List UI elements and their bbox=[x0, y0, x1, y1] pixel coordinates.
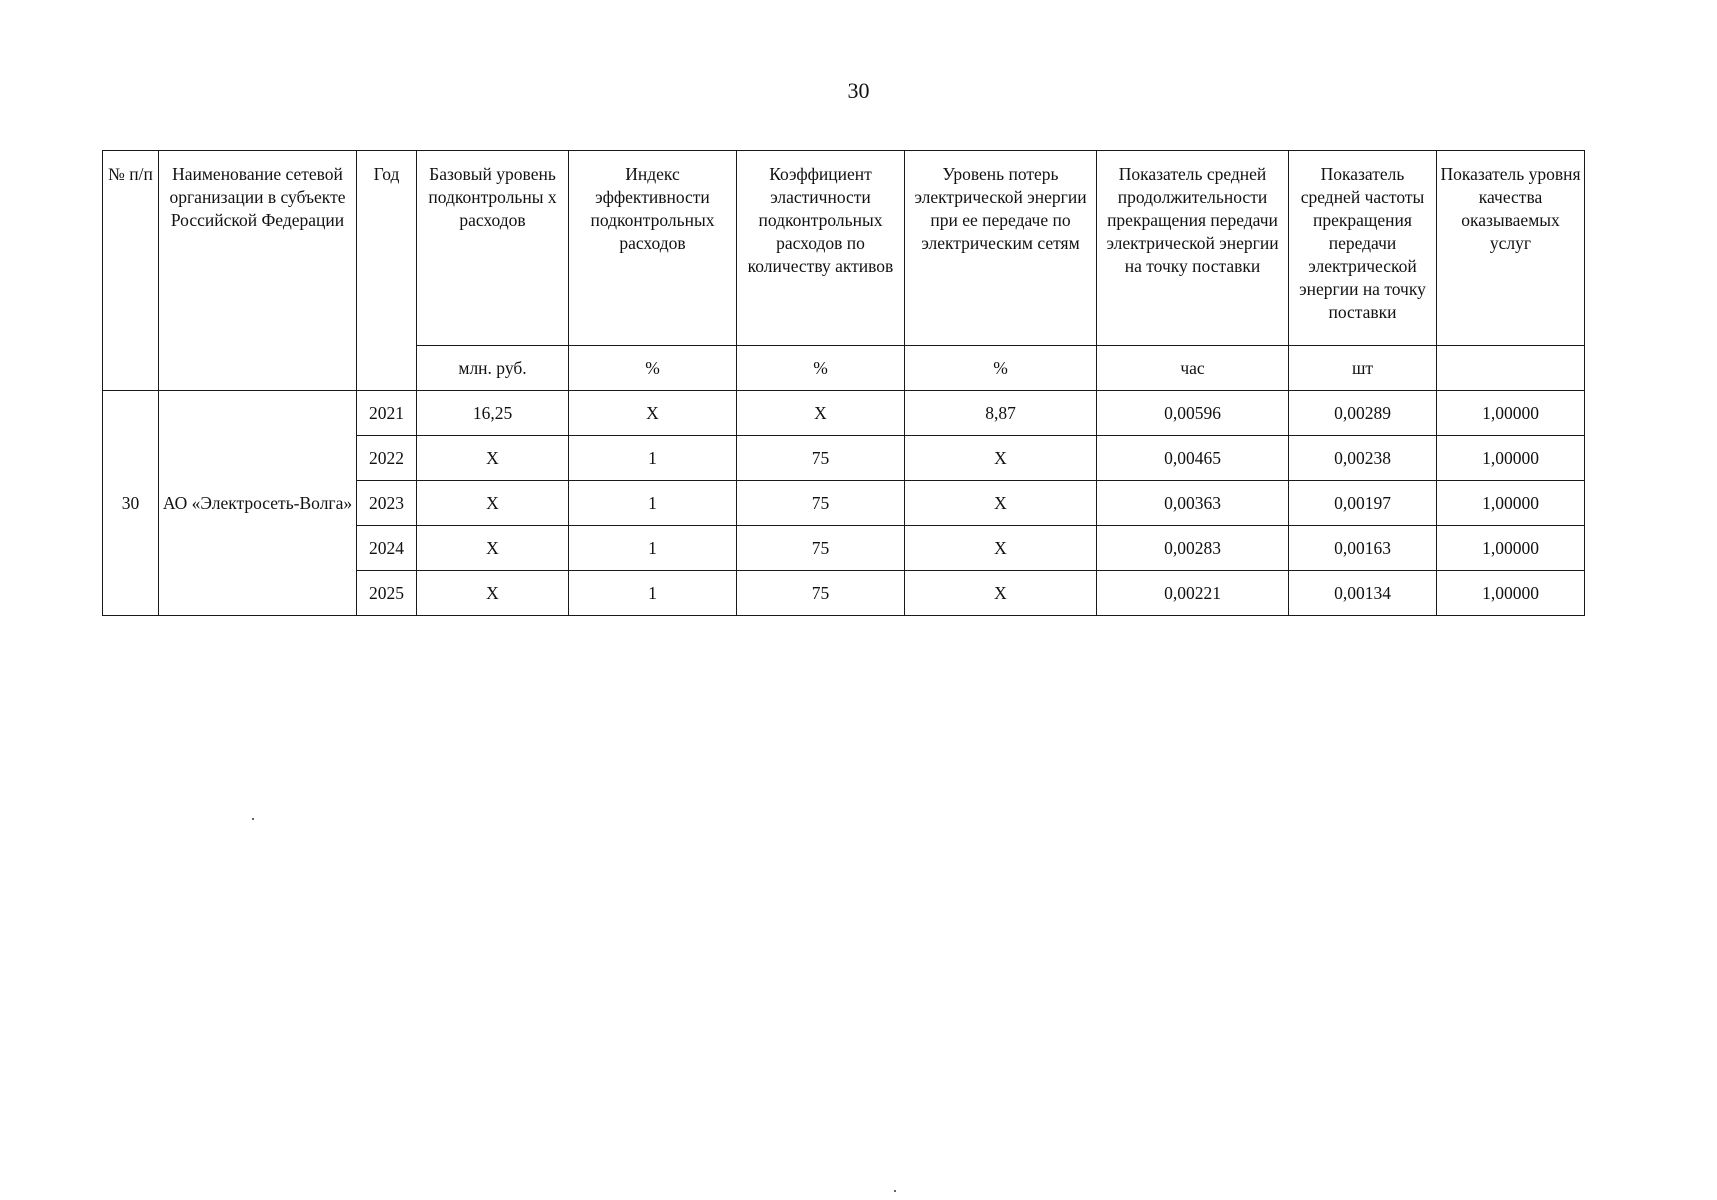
cell-frequency: 0,00238 bbox=[1289, 436, 1437, 481]
table-row bbox=[103, 391, 1585, 436]
header-num: № п/п bbox=[103, 151, 159, 391]
cell-duration: 0,00596 bbox=[1097, 391, 1289, 436]
header-duration: Показатель средней продолжительности прекращения передачи электрической энергии на точку поставки bbox=[1097, 151, 1289, 346]
cell-frequency: 0,00163 bbox=[1289, 526, 1437, 571]
cell-quality: 1,00000 bbox=[1437, 436, 1585, 481]
header-org: Наименование сетевой организации в субъекте Российской Федерации bbox=[159, 151, 357, 391]
cell-quality: 1,00000 bbox=[1437, 526, 1585, 571]
unit-quality bbox=[1437, 346, 1585, 391]
cell-index: 1 bbox=[569, 436, 737, 481]
cell-index: 1 bbox=[569, 526, 737, 571]
header-frequency: Показатель средней частоты прекращения передачи электрической энергии на точку поставки bbox=[1289, 151, 1437, 346]
unit-base: млн. руб. bbox=[417, 346, 569, 391]
cell-year: 2022 bbox=[357, 436, 417, 481]
scan-speck bbox=[894, 1190, 896, 1192]
header-row bbox=[103, 151, 1585, 346]
cell-coef: 75 bbox=[737, 526, 905, 571]
cell-base: X bbox=[417, 526, 569, 571]
cell-loss: X bbox=[905, 571, 1097, 616]
cell-loss: X bbox=[905, 481, 1097, 526]
unit-frequency: шт bbox=[1289, 346, 1437, 391]
cell-index: 1 bbox=[569, 481, 737, 526]
cell-frequency: 0,00134 bbox=[1289, 571, 1437, 616]
header-coef: Коэффициент эластичности подконтрольных расходов по количеству активов bbox=[737, 151, 905, 346]
cell-loss: 8,87 bbox=[905, 391, 1097, 436]
cell-index: X bbox=[569, 391, 737, 436]
cell-year: 2025 bbox=[357, 571, 417, 616]
cell-quality: 1,00000 bbox=[1437, 391, 1585, 436]
indicators-table bbox=[102, 150, 1585, 616]
cell-quality: 1,00000 bbox=[1437, 481, 1585, 526]
entry-num: 30 bbox=[103, 391, 159, 616]
cell-base: X bbox=[417, 436, 569, 481]
unit-duration: час bbox=[1097, 346, 1289, 391]
unit-index: % bbox=[569, 346, 737, 391]
header-index: Индекс эффективности подконтрольных расходов bbox=[569, 151, 737, 346]
scan-speck bbox=[252, 818, 254, 820]
cell-index: 1 bbox=[569, 571, 737, 616]
header-quality: Показатель уровня качества оказываемых услуг bbox=[1437, 151, 1585, 346]
cell-coef: 75 bbox=[737, 436, 905, 481]
unit-loss: % bbox=[905, 346, 1097, 391]
page-number: 30 bbox=[847, 78, 870, 103]
cell-year: 2023 bbox=[357, 481, 417, 526]
cell-coef: 75 bbox=[737, 481, 905, 526]
cell-loss: X bbox=[905, 436, 1097, 481]
cell-base: 16,25 bbox=[417, 391, 569, 436]
cell-coef: 75 bbox=[737, 571, 905, 616]
cell-year: 2024 bbox=[357, 526, 417, 571]
cell-quality: 1,00000 bbox=[1437, 571, 1585, 616]
cell-duration: 0,00465 bbox=[1097, 436, 1289, 481]
cell-year: 2021 bbox=[357, 391, 417, 436]
header-loss: Уровень потерь электрической энергии при ее передаче по электрическим сетям bbox=[905, 151, 1097, 346]
cell-loss: X bbox=[905, 526, 1097, 571]
header-base: Базовый уровень подконтрольны х расходов bbox=[417, 151, 569, 346]
cell-base: X bbox=[417, 481, 569, 526]
cell-coef: X bbox=[737, 391, 905, 436]
cell-base: X bbox=[417, 571, 569, 616]
cell-frequency: 0,00289 bbox=[1289, 391, 1437, 436]
header-year: Год bbox=[357, 151, 417, 391]
unit-coef: % bbox=[737, 346, 905, 391]
cell-frequency: 0,00197 bbox=[1289, 481, 1437, 526]
cell-duration: 0,00283 bbox=[1097, 526, 1289, 571]
entry-org: АО «Электросеть-Волга» bbox=[159, 391, 357, 616]
cell-duration: 0,00221 bbox=[1097, 571, 1289, 616]
cell-duration: 0,00363 bbox=[1097, 481, 1289, 526]
